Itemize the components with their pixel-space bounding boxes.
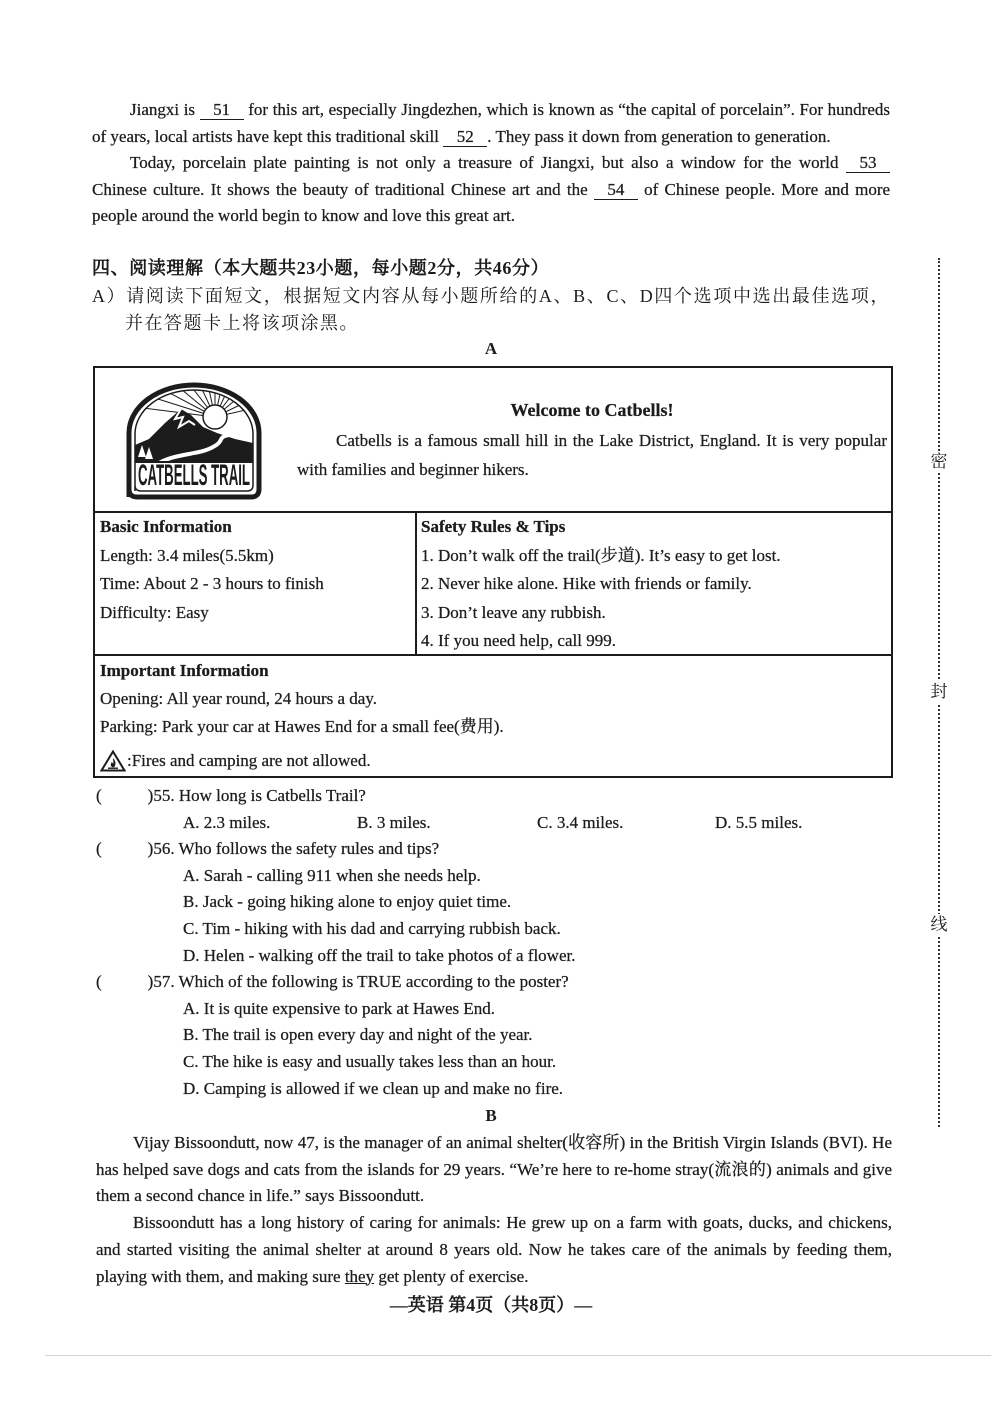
passage-text: get plenty of exercise.: [378, 1266, 529, 1286]
basic-information: [95, 513, 417, 654]
option-b: B. 3 miles.: [357, 812, 431, 832]
catbells-trail-logo: [125, 381, 263, 501]
blank-51: 51: [200, 101, 244, 120]
answer-bracket-close: ): [147, 786, 154, 805]
bottom-divider: [45, 1355, 991, 1356]
cloze-text: of Chinese people. More and more people around the world begin to know and love this great art.: [92, 179, 891, 225]
basic-time: Time: About 2 - 3 hours to finish: [100, 574, 324, 593]
cloze-paragraph-1: [92, 97, 890, 150]
poster-title: Welcome to Catbells!: [510, 400, 674, 420]
poster-info-row: [95, 511, 891, 654]
question-55: [96, 783, 896, 810]
option-a: A. 2.3 miles.: [183, 812, 271, 832]
seal-char-xian: 线: [930, 915, 948, 934]
answer-bracket-open: (: [96, 972, 102, 992]
cloze-text: . They pass it down from generation to generation.: [487, 126, 831, 146]
questions-block: [96, 783, 896, 1102]
important-information-heading: Important Information: [100, 661, 269, 680]
cloze-text: Jiangxi is: [130, 100, 196, 119]
blank-54: 54: [594, 181, 638, 200]
seal-char-mi: 密: [930, 452, 948, 471]
safety-rule-1: 1. Don’t walk off the trail(步道). It’s easy to get lost.: [421, 545, 781, 565]
option-a: A. Sarah - calling 911 when she needs help.: [183, 865, 481, 885]
question-stem: Which of the following is TRUE according to the poster?: [178, 972, 569, 992]
option-c: C. 3.4 miles.: [537, 812, 624, 832]
passage-b-label: B: [485, 1106, 497, 1125]
passage-b-paragraph-1: Vijay Bissoondutt, now 47, is the manager of an animal shelter(收容所) in the British Virgin Islands (BVI). He has helped save dogs and cats from the islands for 29 years. “We’re here to re-home stray(流浪的) animals and give them a second chance in life.” says Bissoondutt.: [96, 1133, 892, 1206]
opening-hours: Opening: All year round, 24 hours a day.: [100, 689, 377, 708]
question-stem: How long is Catbells Trail?: [178, 786, 366, 805]
poster-header: [95, 368, 891, 511]
seal-char-feng: 封: [930, 682, 948, 701]
question-number: 56.: [153, 839, 175, 859]
passage-text: Bissoondutt has a long history of caring for animals: He grew up on a farm with goats, ducks, and chickens, and started visiting the animal shelter at around 8 years old. Now he takes care of the animals by feeding them, playing with them, and making sure: [96, 1213, 892, 1286]
safety-rule-2: 2. Never hike alone. Hike with friends or family.: [421, 574, 752, 593]
option-b: B. Jack - going hiking alone to enjoy quiet time.: [183, 892, 512, 912]
option-c: C. The hike is easy and usually takes less than an hour.: [183, 1051, 557, 1071]
important-information: [95, 654, 891, 774]
question-number: 55.: [153, 786, 175, 805]
option-d: D. Helen - walking off the trail to take photos of a flower.: [183, 945, 576, 965]
question-56: [96, 836, 896, 863]
question-number: 57.: [153, 972, 175, 992]
basic-difficulty: Difficulty: Easy: [100, 602, 209, 622]
question-57-options: [96, 996, 896, 1102]
blank-52: 52: [443, 128, 487, 147]
page-footer: —英语 第4页（共8页）—: [389, 1295, 593, 1315]
option-d: D. Camping is allowed if we clean up and make no fire.: [183, 1078, 564, 1098]
cloze-text: Today, porcelain plate painting is not only a treasure of Jiangxi, but also a window for the world: [130, 153, 839, 172]
safety-rules: [417, 513, 891, 654]
warning-line: [100, 747, 891, 775]
answer-bracket-close: ): [147, 839, 154, 859]
section-instruction: A）请阅读下面短文，根据短文内容从每小题所给的A、B、C、D四个选项中选出最佳选项，并在答题卡上将该项涂黑。: [92, 286, 890, 333]
logo-text: CATBELLS TRAIL: [138, 459, 250, 492]
poster-intro: Catbells is a famous small hill in the Lake District, England. It is very popular with families and beginner hikers.: [297, 431, 887, 479]
warning-text: :Fires and camping are not allowed.: [127, 751, 371, 770]
option-c: C. Tim - hiking with his dad and carrying rubbish back.: [183, 918, 561, 938]
passage-a-label: A: [484, 339, 498, 358]
warning-icon: [100, 750, 126, 772]
cloze-passage: [92, 97, 890, 230]
underlined-word: they: [344, 1266, 375, 1286]
blank-53: 53: [846, 154, 890, 173]
passage-b-paragraph-2: [96, 1210, 892, 1290]
answer-bracket-close: ): [147, 972, 154, 992]
option-b: B. The trail is open every day and night of the year.: [183, 1025, 533, 1045]
answer-bracket-open: (: [96, 786, 102, 805]
cloze-paragraph-2: [92, 150, 890, 230]
safety-rules-heading: Safety Rules & Tips: [421, 517, 566, 536]
answer-bracket-open: (: [96, 839, 102, 859]
safety-rule-3: 3. Don’t leave any rubbish.: [421, 602, 606, 622]
question-56-options: [96, 863, 896, 969]
basic-length: Length: 3.4 miles(5.5km): [100, 545, 274, 565]
catbells-poster: [93, 366, 893, 778]
safety-rule-4: 4. If you need help, call 999.: [421, 631, 616, 650]
basic-information-heading: Basic Information: [100, 517, 232, 536]
section-heading: 四、阅读理解（本大题共23小题，每小题2分，共46分）: [92, 258, 550, 278]
question-55-options: [96, 810, 896, 837]
cloze-text: Chinese culture. It shows the beauty of traditional Chinese art and the: [92, 179, 588, 199]
option-d: D. 5.5 miles.: [715, 812, 803, 832]
parking-info: Parking: Park your car at Hawes End for a small fee(费用).: [100, 717, 504, 736]
question-stem: Who follows the safety rules and tips?: [178, 839, 440, 859]
option-a: A. It is quite expensive to park at Hawes End.: [183, 998, 496, 1018]
passage-b: [96, 1130, 892, 1290]
cloze-text: for this art, especially Jingdezhen, which is known as “the capital of porcelain”. For hundreds of years, local artists have kept this traditional skill: [92, 100, 891, 146]
question-57: [96, 969, 896, 996]
